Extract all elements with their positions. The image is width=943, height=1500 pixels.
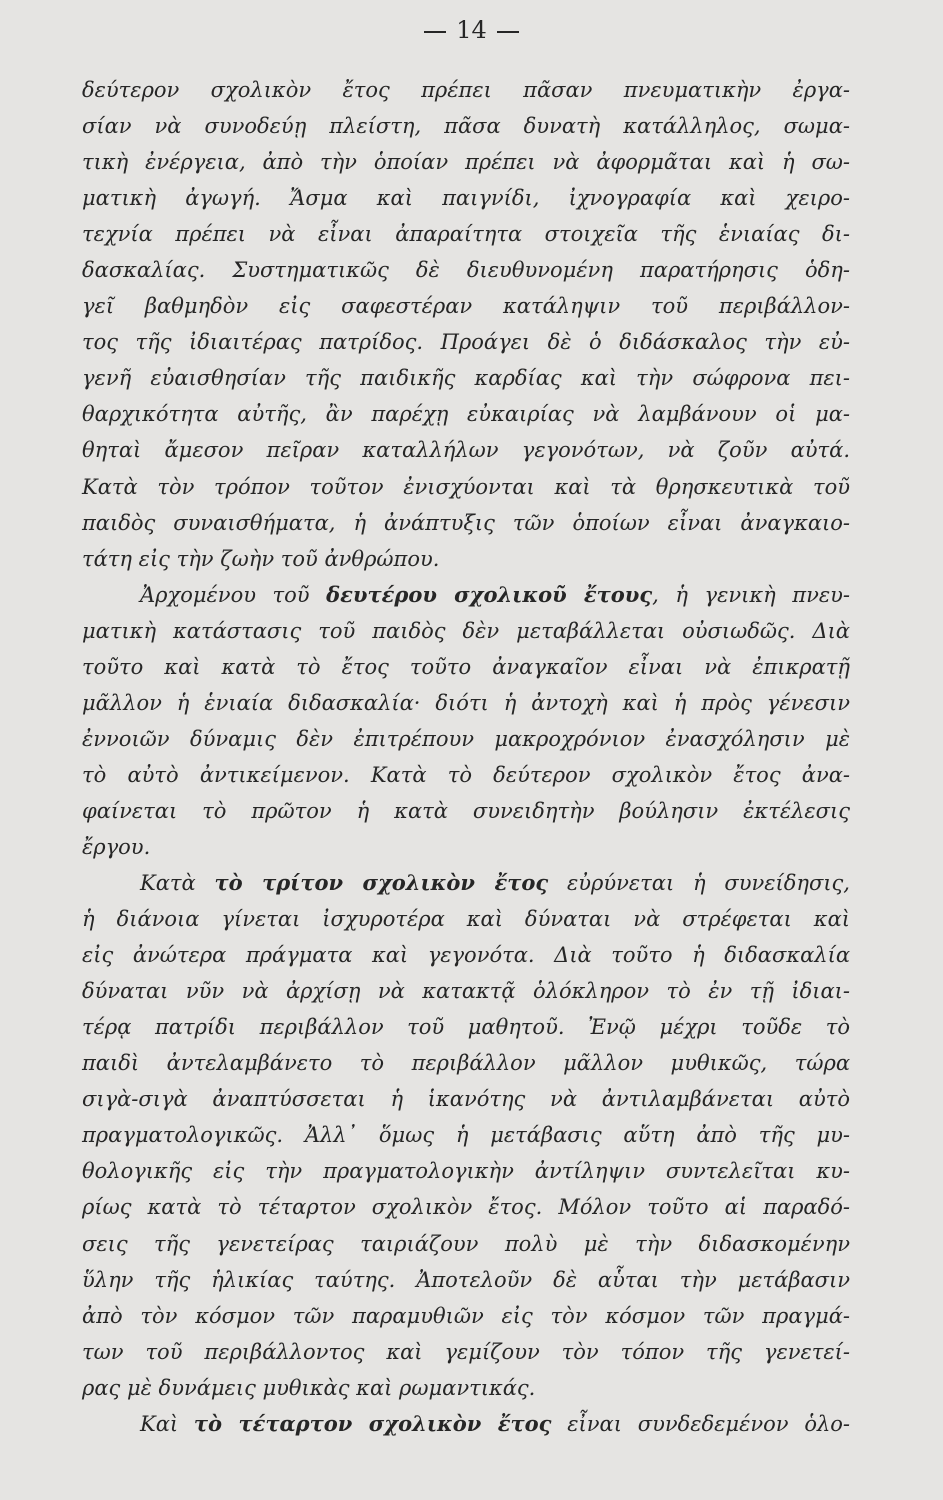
text-line: ὕλην τῆς ἡλικίας ταύτης. Ἀποτελοῦν δὲ αὗται τὴν μετάβασιν: [82, 1267, 850, 1292]
text-line: σίαν νὰ συνοδεύῃ πλείστη, πᾶσα δυνατὴ κατάλληλος, σωμα-: [82, 114, 850, 139]
page-number: [0, 14, 943, 46]
text-line: φαίνεται τὸ πρῶτον ἡ κατὰ συνειδητὴν βούλησιν ἐκτέλεσις: [82, 798, 850, 823]
text-line: θαρχικότητα αὐτῆς, ἂν παρέχῃ εὐκαιρίας νὰ λαμβάνουν οἱ μα-: [82, 402, 850, 427]
text-line: γενῆ εὐαισθησίαν τῆς παιδικῆς καρδίας καὶ τὴν σώφρονα πει-: [82, 366, 850, 391]
text-line: ἔργου.: [82, 834, 151, 859]
text-line: Κατὰ τὸ τρίτον σχολικὸν ἔτος εὐρύνεται ἡ συνείδησις,: [140, 870, 850, 896]
text-line: θολογικῆς εἰς τὴν πραγματολογικὴν ἀντίληψιν συντελεῖται κυ-: [82, 1159, 850, 1184]
emphasis-heading: δευτέρου σχολικοῦ ἔτους: [326, 581, 653, 607]
text-line: γεῖ βαθμηδὸν εἰς σαφεστέραν κατάληψιν τοῦ περιβάλλον-: [82, 294, 850, 319]
text-line: σεις τῆς γενετείρας ταιριάζουν πολὺ μὲ τὴν διδασκομένην: [82, 1231, 850, 1256]
text-line: θηταὶ ἄμεσον πεῖραν καταλλήλων γεγονότων, νὰ ζοῦν αὐτά.: [82, 438, 850, 463]
text-line: τάτη εἰς τὴν ζωὴν τοῦ ἀνθρώπου.: [82, 546, 440, 571]
text-line: τεχνία πρέπει νὰ εἶναι ἀπαραίτητα στοιχεῖα τῆς ἑνιαίας δι-: [82, 222, 850, 247]
page-number-value: 14: [456, 16, 487, 44]
emphasis-heading: τὸ τέταρτον σχολικὸν ἔτος: [193, 1410, 552, 1436]
text-line: ἡ διάνοια γίνεται ἰσχυροτέρα καὶ δύναται νὰ στρέφεται καὶ: [82, 907, 850, 932]
text-line: Κατὰ τὸν τρόπον τοῦτον ἐνισχύονται καὶ τὰ θρησκευτικὰ τοῦ: [82, 474, 850, 499]
text-line: δεύτερον σχολικὸν ἔτος πρέπει πᾶσαν πνευματικὴν ἐργα-: [82, 78, 850, 102]
text-line: παιδὶ ἀντελαμβάνετο τὸ περιβάλλον μᾶλλον μυθικῶς, τώρα: [82, 1051, 850, 1076]
emphasis-heading: τὸ τρίτον σχολικὸν ἔτος: [214, 870, 549, 896]
text-line: Ἀρχομένου τοῦ δευτέρου σχολικοῦ ἔτους, ἡ γενικὴ πνευ-: [140, 581, 850, 607]
text-line: εἰς ἀνώτερα πράγματα καὶ γεγονότα. Διὰ τοῦτο ἡ διδασκαλία: [82, 943, 850, 968]
text-line: πραγματολογικῶς. Ἀλλ᾽ ὅμως ἡ μετάβασις αὕτη ἀπὸ τῆς μυ-: [82, 1123, 850, 1148]
text-line: ἀπὸ τὸν κόσμον τῶν παραμυθιῶν εἰς τὸν κόσμον τῶν πραγμά-: [82, 1303, 850, 1328]
text-line: ρας μὲ δυνάμεις μυθικὰς καὶ ρωμαντικάς.: [82, 1375, 536, 1400]
text-line: δύναται νῦν νὰ ἀρχίσῃ νὰ κατακτᾷ ὁλόκληρον τὸ ἐν τῇ ἰδιαι-: [82, 979, 850, 1004]
text-line: τὸ αὐτὸ ἀντικείμενον. Κατὰ τὸ δεύτερον σχολικὸν ἔτος ἀνα-: [82, 762, 850, 787]
text-line: ρίως κατὰ τὸ τέταρτον σχολικὸν ἔτος. Μόλον τοῦτο αἱ παραδό-: [82, 1195, 850, 1220]
text-line: Καὶ τὸ τέταρτον σχολικὸν ἔτος εἶναι συνδεδεμένον ὁλο-: [140, 1410, 851, 1436]
body-text: [82, 72, 850, 1442]
text-line: μᾶλλον ἡ ἑνιαία διδασκαλία· διότι ἡ ἀντοχὴ καὶ ἡ πρὸς γένεσιν: [82, 690, 850, 715]
text-line: ἐννοιῶν δύναμις δὲν ἐπιτρέπουν μακροχρόνιον ἐνασχόλησιν μὲ: [82, 726, 850, 751]
text-line: παιδὸς συναισθήματα, ἡ ἀνάπτυξις τῶν ὁποίων εἶναι ἀναγκαιο-: [82, 510, 850, 535]
text-line: ματικὴ ἀγωγή. Ἄσμα καὶ παιγνίδι, ἰχνογραφία καὶ χειρο-: [82, 186, 850, 211]
text-line: τικὴ ἐνέργεια, ἀπὸ τὴν ὁποίαν πρέπει νὰ ἀφορμᾶται καὶ ἡ σω-: [82, 150, 850, 175]
dash-right: [497, 31, 519, 33]
text-line: τέρᾳ πατρίδι περιβάλλον τοῦ μαθητοῦ. Ἐνῷ μέχρι τοῦδε τὸ: [82, 1015, 850, 1040]
text-line: τοῦτο καὶ κατὰ τὸ ἔτος τοῦτο ἀναγκαῖον εἶναι νὰ ἐπικρατῇ: [82, 654, 850, 679]
text-line: δασκαλίας. Συστηματικῶς δὲ διευθυνομένη παρατήρησις ὁδη-: [82, 258, 850, 283]
dash-left: [424, 31, 446, 33]
text-line: τος τῆς ἰδιαιτέρας πατρίδος. Προάγει δὲ ὁ διδάσκαλος τὴν εὐ-: [82, 330, 850, 355]
text-line: σιγὰ-σιγὰ ἀναπτύσσεται ἡ ἱκανότης νὰ ἀντιλαμβάνεται αὐτὸ: [82, 1087, 850, 1112]
text-line: ματικὴ κατάστασις τοῦ παιδὸς δὲν μεταβάλλεται οὐσιωδῶς. Διὰ: [82, 618, 850, 643]
text-line: των τοῦ περιβάλλοντος καὶ γεμίζουν τὸν τόπον τῆς γενετεί-: [82, 1339, 850, 1364]
